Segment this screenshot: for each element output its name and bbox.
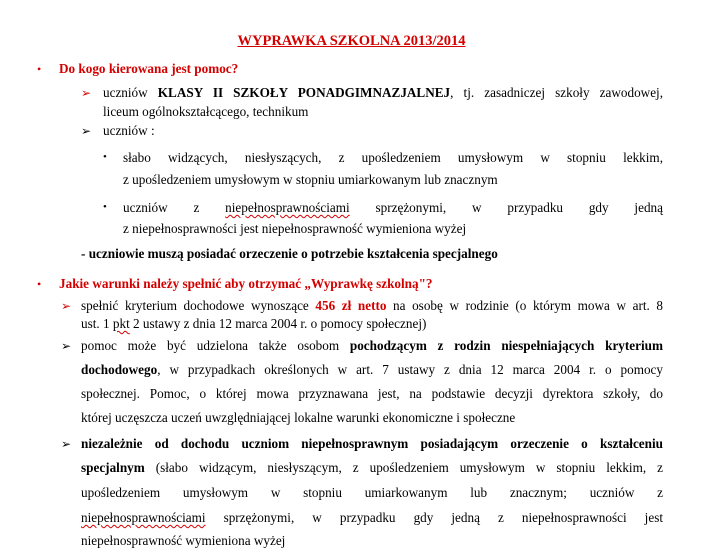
section2-item3-line2: [81, 460, 663, 476]
item-bold-text: dochodowego: [81, 362, 158, 377]
spellcheck-word: niepełnosprawnościami: [81, 510, 206, 525]
item-bold-text: KLASY II SZKOŁY PONADGIMNAZJALNEJ: [157, 85, 451, 100]
item-text: pomoc może być udzielona także osobom: [81, 338, 350, 353]
arrow-icon: ➢: [81, 86, 92, 100]
section2-item2-line1: [81, 338, 663, 354]
section1-sub1-line2: z upośledzeniem umysłowym w stopniu umiarkowanym lub znacznym: [123, 172, 498, 187]
section1-item1-line2: liceum ogólnokształcącego, technikum: [103, 104, 309, 119]
section2-question: Jakie warunki należy spełnić aby otrzymać „Wyprawkę szkolną"?: [59, 276, 433, 291]
section1-note: - uczniowie muszą posiadać orzeczenie o potrzebie kształcenia specjalnego: [81, 246, 498, 261]
section1-bullet: •: [37, 62, 42, 76]
section1-sub2-line1: [123, 200, 663, 216]
item-bold-text: specjalnym: [81, 460, 145, 475]
section2-item3-line1: niezależnie od dochodu uczniom niepełnosprawnym posiadającym orzeczenie o kształceniu: [81, 436, 663, 451]
section2-item2-line3: społecznej. Pomoc, o której mowa przyznawana jest, na podstawie decyzji dyrektora szkoły, do: [81, 386, 663, 401]
section2-item3-line5: niepełnosprawność wymieniona wyżej: [81, 533, 286, 548]
section1-item2: uczniów :: [103, 123, 155, 138]
section1-question: Do kogo kierowana jest pomoc?: [59, 61, 239, 76]
section2-item3-line4: [81, 510, 663, 526]
spellcheck-word: pkt: [112, 316, 130, 331]
item-text: 2 ustawy z dnia 12 marca 2004 r. o pomocy społecznej): [129, 316, 427, 331]
item-text: ust. 1: [81, 316, 113, 331]
section2-item1-line1: [81, 298, 663, 314]
sub-bullet: •: [103, 201, 107, 213]
section1-sub1-line1: słabo widzących, niesłyszących, z upośledzeniem umysłowym w stopniu lekkim,: [123, 150, 663, 165]
item-text: sprzężonymi, w przypadku gdy jedną: [349, 200, 663, 215]
item-text: sprzężonymi, w przypadku gdy jedną z niepełnosprawności jest: [205, 510, 663, 525]
section2-item2-line4: której uczęszcza uczeń uwzględniającej lokalne warunki ekonomiczne i społeczne: [81, 410, 516, 425]
arrow-icon: ➢: [61, 299, 72, 313]
arrow-icon: ➢: [61, 437, 72, 451]
income-amount: 456 zł netto: [315, 298, 387, 313]
item-text: uczniów z: [123, 200, 226, 215]
item-text: , tj. zasadniczej szkoły zawodowej,: [450, 85, 664, 100]
sub-bullet: •: [103, 151, 107, 163]
section2-item1-line2: [81, 316, 426, 332]
item-text: uczniów: [103, 85, 158, 100]
section2-item2-line2: [81, 362, 663, 378]
arrow-icon: ➢: [61, 339, 72, 353]
section2-item3-line3: upośledzeniem umysłowym w stopniu umiarkowanym lub znacznym; uczniów z: [81, 485, 663, 500]
section1-sub2-line2: z niepełnosprawności jest niepełnosprawność wymieniona wyżej: [123, 221, 467, 236]
section1-item1: [103, 85, 663, 101]
item-text: spełnić kryterium dochodowe wynoszące: [81, 298, 316, 313]
item-text: , w przypadkach określonych w art. 7 ustawy z dnia 12 marca 2004 r. o pomocy: [157, 362, 663, 377]
item-text: na osobę w rodzinie (o którym mowa w art. 8: [386, 298, 663, 313]
item-bold-text: pochodzącym z rodzin niespełniających kryterium: [349, 338, 663, 353]
arrow-icon: ➢: [81, 124, 92, 138]
section2-bullet: •: [37, 277, 42, 291]
item-text: (słabo widzącym, niesłyszącym, z upośledzeniem umysłowym w stopniu lekkim, z: [144, 460, 663, 475]
spellcheck-word: niepełnosprawnościami: [225, 200, 350, 215]
document-title: WYPRAWKA SZKOLNA 2013/2014: [237, 33, 466, 49]
